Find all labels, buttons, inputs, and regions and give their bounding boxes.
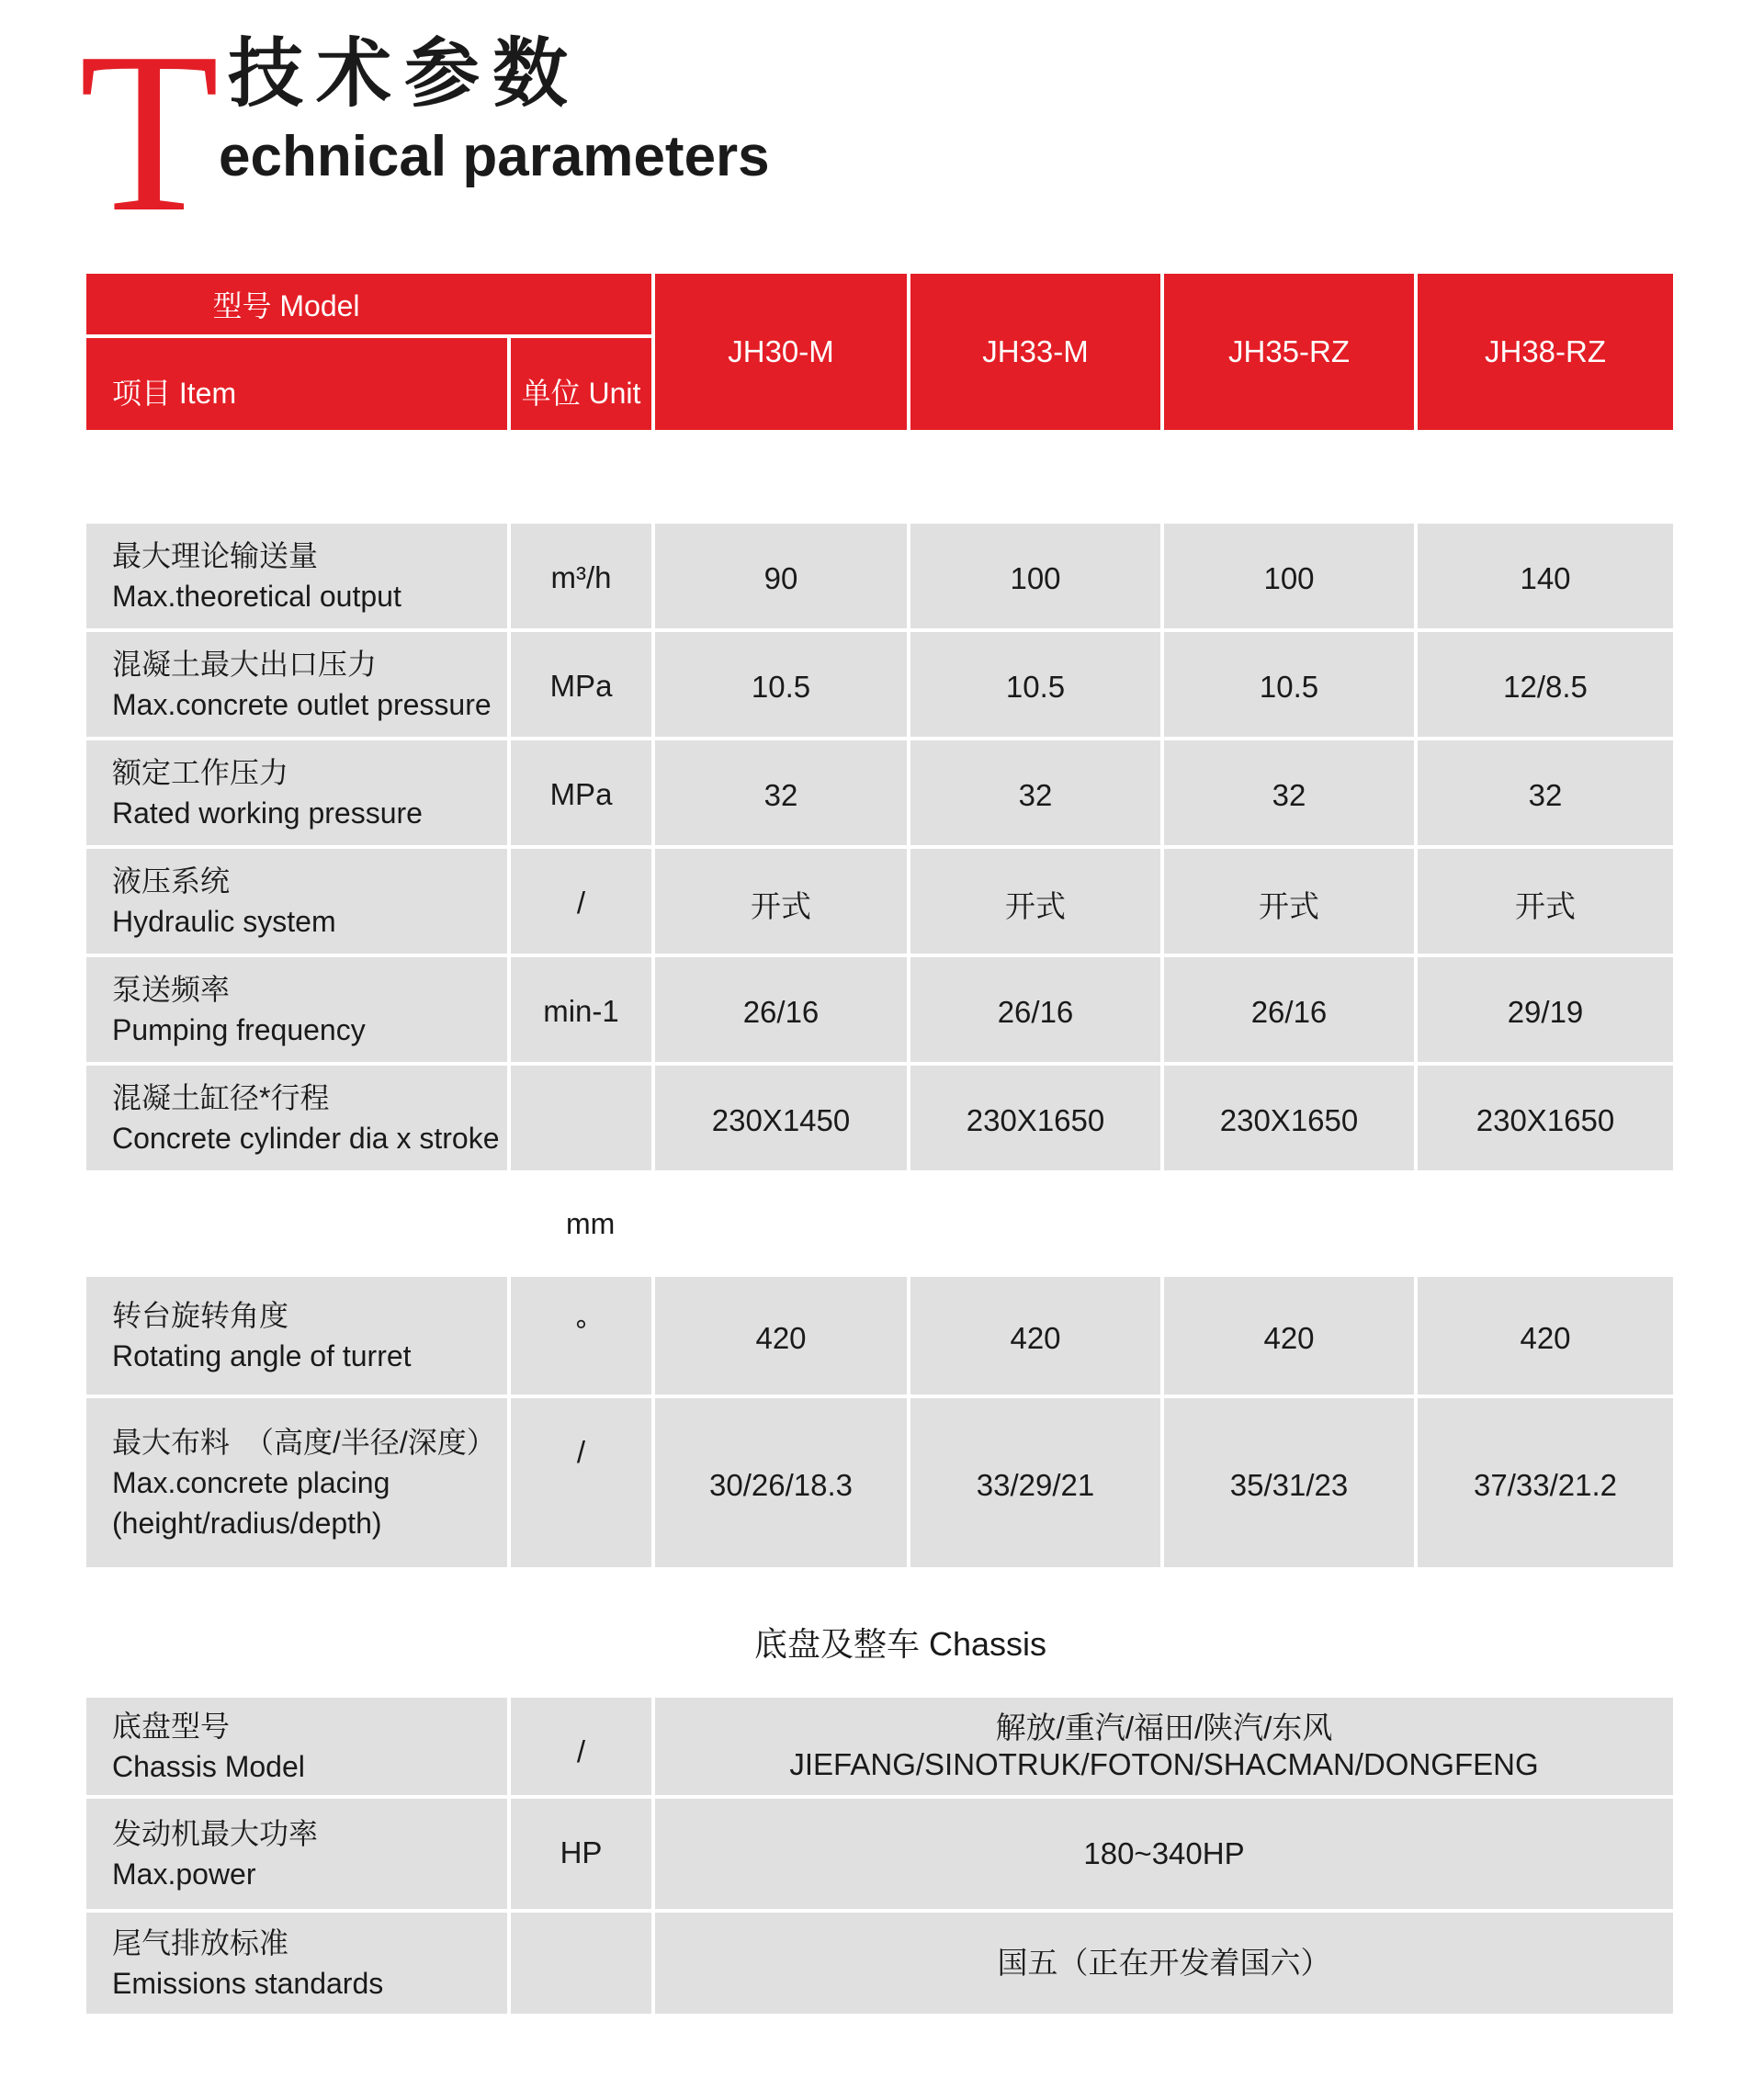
row-value: 10.5 [910, 632, 1160, 737]
row-unit: min-1 [511, 957, 651, 1062]
row-value: 32 [910, 740, 1160, 845]
row-item-en: Max.power [112, 1858, 256, 1891]
row-value: 10.5 [1164, 632, 1414, 737]
row-unit: / [511, 1398, 651, 1567]
row-unit: / [511, 849, 651, 954]
row-item [86, 849, 507, 954]
row-item-cn: 最大布料 （高度/半径/深度） [112, 1426, 496, 1459]
header-model-4: JH38-RZ [1418, 274, 1673, 430]
row-value: 140 [1418, 524, 1673, 628]
title-chinese: 技术参数 [228, 32, 582, 116]
row-unit [511, 1066, 651, 1170]
row-unit: m³/h [511, 524, 651, 628]
row-item [86, 1277, 507, 1395]
row-item [86, 524, 507, 628]
title-letter: T [79, 6, 220, 260]
row-item-cn: 混凝土缸径*行程 [112, 1081, 330, 1114]
row-value: 26/16 [655, 957, 907, 1062]
row-item-cn: 额定工作压力 [112, 756, 289, 789]
row-value: 37/33/21.2 [1418, 1398, 1673, 1567]
chassis-section-title: 底盘及整车 Chassis [753, 1625, 1047, 1663]
unit-mm-label: mm [566, 1207, 616, 1240]
row-item-en: Concrete cylinder dia x stroke [112, 1122, 500, 1155]
row-item-en: Hydraulic system [112, 905, 336, 938]
row-item [86, 1799, 507, 1909]
row-value: 420 [1418, 1277, 1673, 1395]
row-value: 100 [1164, 524, 1414, 628]
row-item-en: Max.concrete placing [112, 1466, 390, 1499]
row-value: 开式 [655, 849, 907, 954]
row-item-en: Max.theoretical output [112, 580, 401, 613]
row-item [86, 1398, 507, 1567]
row-item-en: Chassis Model [112, 1750, 305, 1783]
row-item [86, 632, 507, 737]
row-unit: / [511, 1698, 651, 1795]
title-english: echnical parameters [219, 125, 770, 188]
table-header [86, 274, 1678, 430]
header-model-2: JH33-M [910, 274, 1160, 430]
row-value-span [655, 1698, 1673, 1795]
row-value-span [655, 1913, 1673, 2014]
row-item [86, 1066, 507, 1170]
row-unit [511, 1913, 651, 2014]
row-value: 230X1650 [1164, 1066, 1414, 1170]
row-value: 12/8.5 [1418, 632, 1673, 737]
row-value: 230X1650 [1418, 1066, 1673, 1170]
row-value: 32 [655, 740, 907, 845]
row-value: 26/16 [1164, 957, 1414, 1062]
row-unit: HP [511, 1799, 651, 1909]
row-value: 30/26/18.3 [655, 1398, 907, 1567]
row-item [86, 740, 507, 845]
row-value: 33/29/21 [910, 1398, 1160, 1567]
row-value: 230X1450 [655, 1066, 907, 1170]
row-item-en: Rotating angle of turret [112, 1339, 412, 1372]
row-value: 100 [910, 524, 1160, 628]
header-model-3: JH35-RZ [1164, 274, 1414, 430]
header-model-1: JH30-M [655, 274, 907, 430]
chassis-table [86, 1698, 1678, 2014]
row-item-en: Max.concrete outlet pressure [112, 688, 492, 721]
row-item-en2: (height/radius/depth) [112, 1507, 382, 1540]
row-item-cn: 泵送频率 [112, 973, 231, 1006]
params-table-2 [86, 1277, 1678, 1567]
row-item [86, 1913, 507, 2014]
row-value: 420 [655, 1277, 907, 1395]
row-value-cn: 解放/重汽/福田/陕汽/东风 [995, 1711, 1333, 1745]
row-item-cn: 尾气排放标准 [112, 1926, 289, 1959]
row-item-cn: 混凝土最大出口压力 [112, 648, 378, 681]
row-item-cn: 液压系统 [112, 864, 231, 898]
row-value-cn: 国五（正在开发着国六） [997, 1946, 1331, 1980]
row-value: 35/31/23 [1164, 1398, 1414, 1567]
header-model-label: 型号 Model [86, 274, 651, 334]
row-item [86, 957, 507, 1062]
row-value-span [655, 1799, 1673, 1909]
header-unit-label: 单位 Unit [511, 338, 651, 430]
params-table-1 [86, 524, 1678, 1170]
row-item-cn: 底盘型号 [112, 1710, 231, 1743]
row-item [86, 1698, 507, 1795]
row-value: 开式 [1418, 849, 1673, 954]
row-value: 10.5 [655, 632, 907, 737]
row-item-cn: 转台旋转角度 [112, 1299, 289, 1332]
row-unit: ° [511, 1277, 651, 1395]
row-value: 230X1650 [910, 1066, 1160, 1170]
row-value: 420 [910, 1277, 1160, 1395]
row-value: 90 [655, 524, 907, 628]
row-item-en: Pumping frequency [112, 1013, 366, 1046]
row-item-en: Emissions standards [112, 1967, 384, 2000]
row-value: 29/19 [1418, 957, 1673, 1062]
row-value-cn: 180~340HP [1083, 1836, 1245, 1870]
row-item-cn: 最大理论输送量 [112, 539, 319, 572]
row-item-en: Rated working pressure [112, 796, 423, 830]
row-value: 32 [1164, 740, 1414, 845]
row-unit: MPa [511, 740, 651, 845]
header-item-label: 项目 Item [86, 338, 507, 430]
row-item-cn: 发动机最大功率 [112, 1817, 319, 1850]
row-value: 开式 [910, 849, 1160, 954]
row-value: 开式 [1164, 849, 1414, 954]
row-value: 26/16 [910, 957, 1160, 1062]
row-value-en: JIEFANG/SINOTRUK/FOTON/SHACMAN/DONGFENG [789, 1747, 1539, 1781]
row-unit: MPa [511, 632, 651, 737]
row-value: 420 [1164, 1277, 1414, 1395]
row-value: 32 [1418, 740, 1673, 845]
